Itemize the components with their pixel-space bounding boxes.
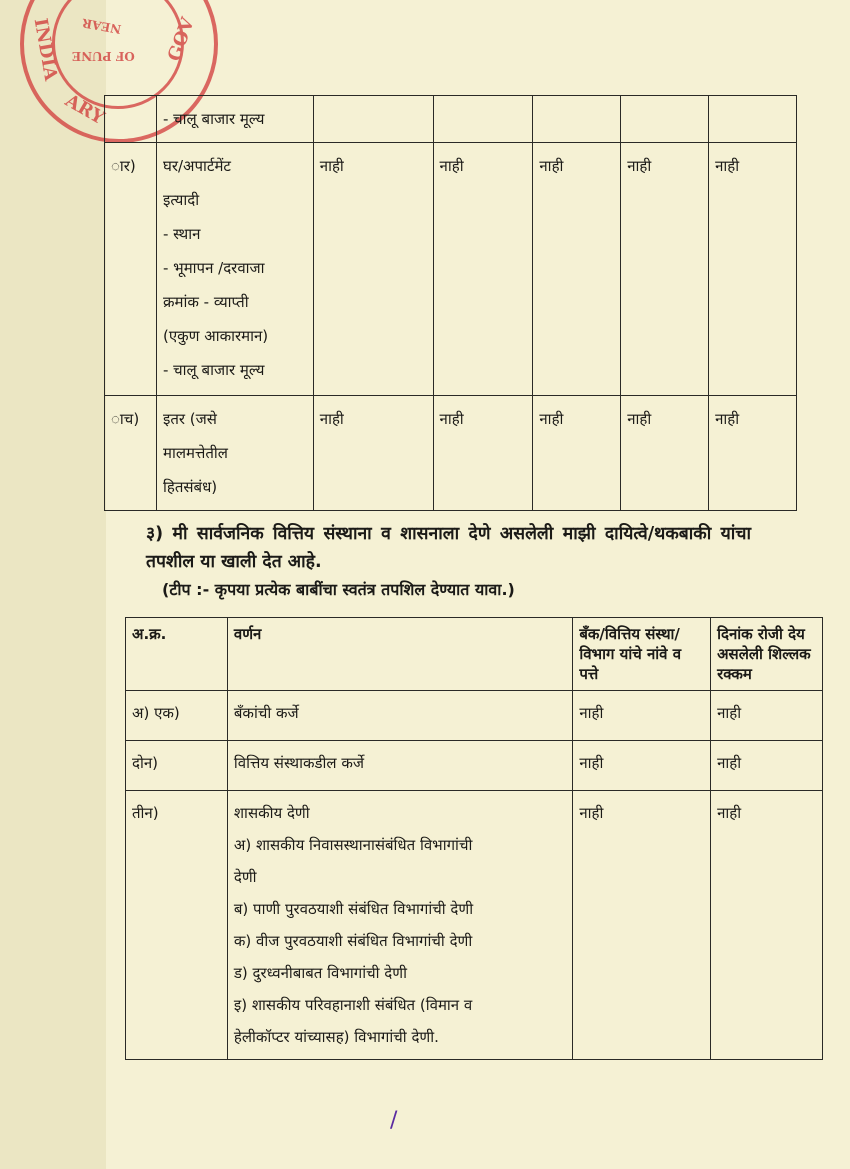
official-stamp: GOV INDIA ARY NEAR OF PUNE [20,0,218,143]
header-description: वर्णन [227,618,572,691]
header-amount: दिनांक रोजी देय असलेली शिल्लक रक्कम [711,618,823,691]
row-index: ाच) [105,396,157,511]
table-row: ार) घर/अपार्टमेंट इत्यादी - स्थान - भूमापन /दरवाजा क्रमांक - व्याप्ती (एकुण आकारमान) - चालू बाजार मूल्य नाही नाही नाही नाही नाही [105,143,797,396]
pen-mark: / [390,1108,398,1133]
row-index [105,96,157,143]
header-bank: बॅंक/वित्तिय संस्था/विभाग यांचे नांवे व पत्ते [573,618,711,691]
table-row: ाच) इतर (जसे मालमत्तेतील हितसंबंध) नाही नाही नाही नाही नाही [105,396,797,511]
table-row: दोन) वित्तिय संस्थाकडील कर्जे नाही नाही [126,741,823,791]
row-description: - चालू बाजार मूल्य [156,96,313,143]
header-serial: अ.क्र. [126,618,228,691]
row-description: इतर (जसे मालमत्तेतील हितसंबंध) [156,396,313,511]
liabilities-table [125,617,823,1060]
assets-table [104,95,797,511]
table-header-row [126,618,823,691]
row-description: घर/अपार्टमेंट इत्यादी - स्थान - भूमापन /दरवाजा क्रमांक - व्याप्ती (एकुण आकारमान) - चालू बाजार मूल्य [156,143,313,396]
table-row: अ) एक) बॅंकांची कर्जे नाही नाही [126,691,823,741]
table-row [105,96,797,143]
page-left-margin [0,0,107,1169]
table-row: तीन) शासकीय देणी अ) शासकीय निवासस्थानासंबंधित विभागांची देणी ब) पाणी पुरवठयाशी संबंधित विभागांची देणी क) वीज पुरवठयाशी संबंधित विभागांची देणी ड) दुरध्वनीबाबत विभागांची देणी इ) शासकीय परिवहानाशी संबंधित (विमान व हेलीकॉप्टर यांच्यासह) विभागांची देणी. नाही नाही [126,791,823,1060]
row-index: ार) [105,143,157,396]
section-3-note: (टीप :- कृपया प्रत्येक बाबींचा स्वतंत्र तपशिल देण्यात यावा.) [162,580,515,599]
section-3-paragraph: ३) मी सार्वजनिक वित्तिय संस्थाना व शासनाला देणे असलेली माझी दायित्वे/थकबाकी यांचा तपशील या खाली देत आहे. [146,524,751,572]
